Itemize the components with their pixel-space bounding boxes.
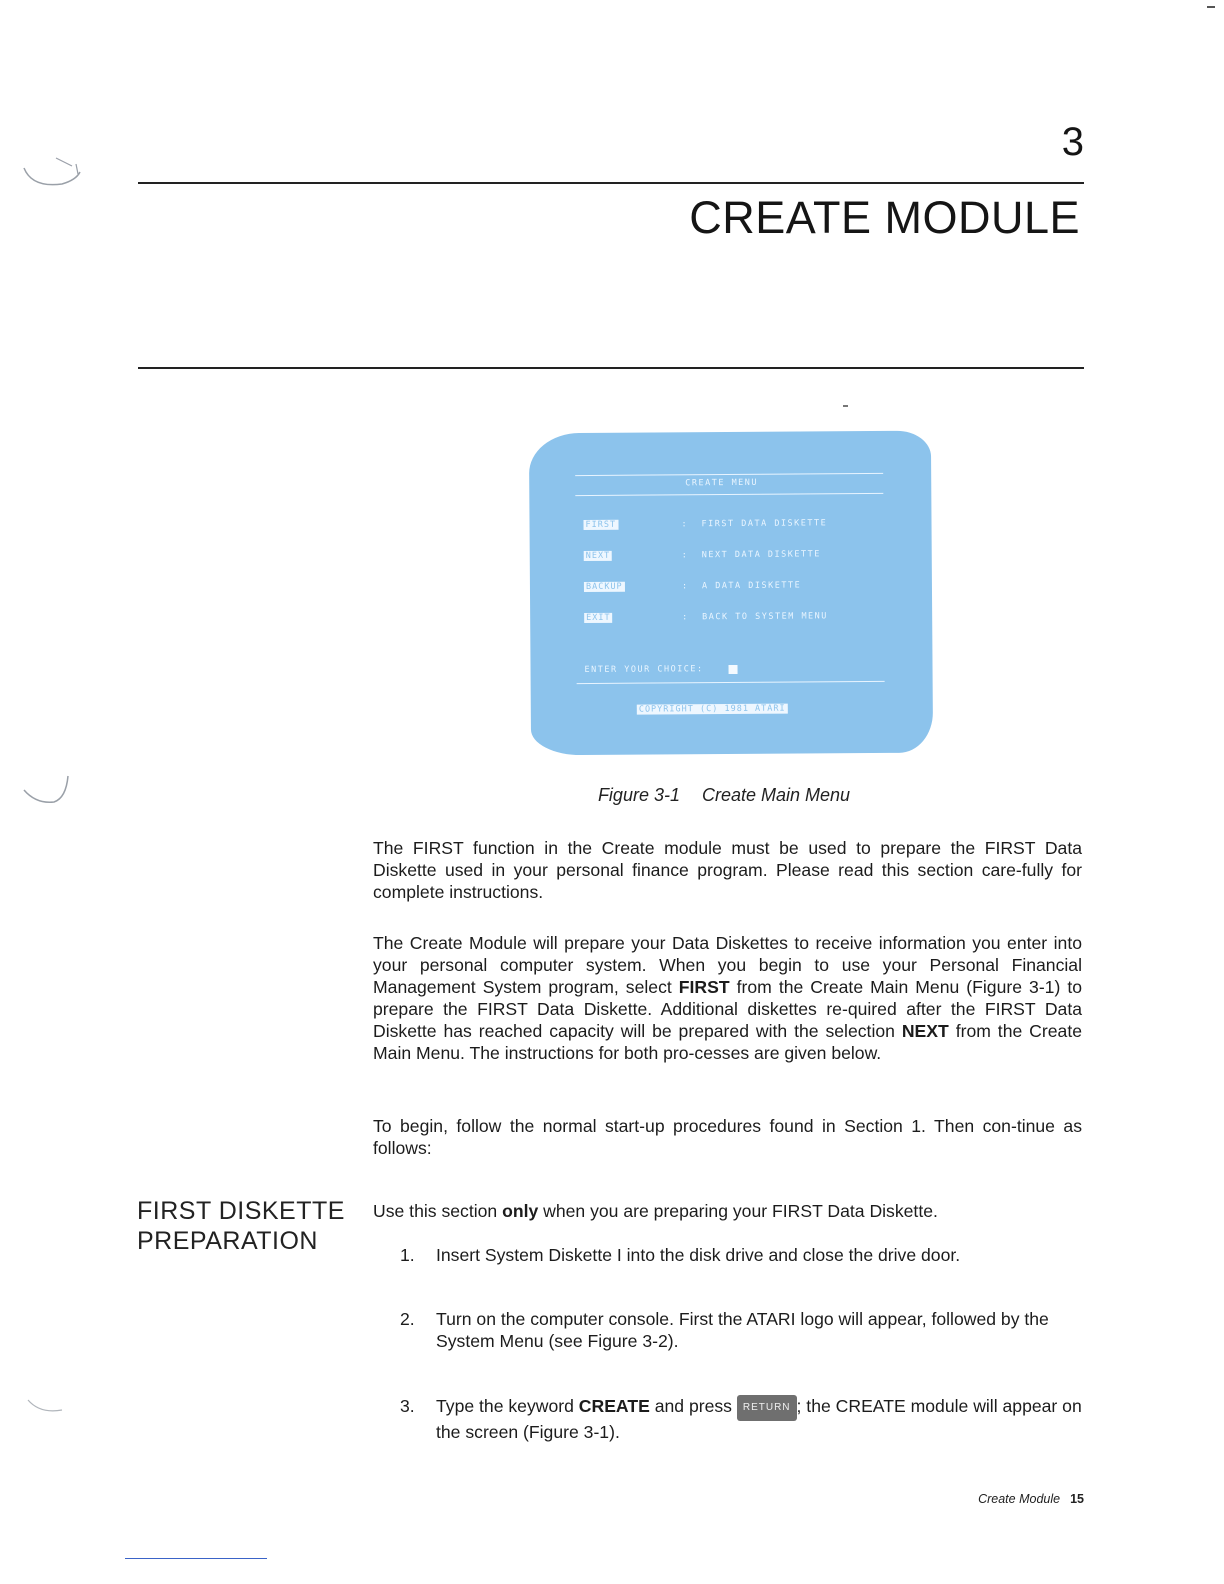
paragraph-intro: The FIRST function in the Create module must be used to prepare the FIRST Data Diskette used in your personal finance program. Please read this section care-fully for complete instructions. — [373, 838, 1082, 902]
chapter-title: CREATE MODULE — [689, 192, 1080, 243]
menu-desc-backup: A DATA DISKETTE — [701, 580, 802, 592]
step3-text-a: Type the keyword — [436, 1396, 579, 1416]
p2-keyword-next: NEXT — [901, 1021, 949, 1041]
screen-prompt: ENTER YOUR CHOICE: — [584, 664, 704, 676]
scan-dash-mark — [1207, 6, 1215, 8]
step-number: 2. — [400, 1309, 415, 1329]
intro-keyword-only: only — [502, 1201, 539, 1221]
p2-text-e: from the Create Main Menu. The instructions for both pro-cesses are given below. — [373, 1021, 1082, 1063]
step-3 — [400, 1395, 1082, 1443]
step3-text-d: ; the CREATE module will appear on the screen (Figure 3-1). — [436, 1396, 1082, 1442]
step3-text-c: and press — [649, 1396, 737, 1416]
menu-desc-next: NEXT DATA DISKETTE — [701, 549, 821, 561]
menu-desc-exit: BACK TO SYSTEM MENU — [702, 611, 828, 623]
figure-caption — [0, 785, 1224, 806]
menu-sep-backup: : — [681, 581, 689, 592]
screen-title: CREATE MENU — [685, 477, 759, 489]
scan-dot-mark — [843, 405, 848, 407]
paragraph-begin: To begin, follow the normal start-up procedures found in Section 1. Then con-tinue as follows: — [373, 1116, 1082, 1158]
step-text — [436, 1395, 1082, 1443]
create-menu-screen — [529, 431, 933, 756]
screen-title-rule-bottom — [575, 493, 883, 496]
menu-key-first: FIRST — [585, 519, 617, 531]
figure-caption-text: Create Main Menu — [701, 785, 851, 805]
header-rule-bottom — [138, 367, 1084, 369]
page-number: 15 — [1070, 1492, 1084, 1506]
menu-key-backup: BACKUP — [585, 581, 623, 593]
return-key-icon: RETURN — [737, 1395, 797, 1421]
menu-desc-first: FIRST DATA DISKETTE — [701, 518, 828, 530]
section-heading-line1: FIRST DISKETTE — [137, 1197, 345, 1225]
p2-keyword-first: FIRST — [678, 977, 730, 997]
menu-key-exit: EXIT — [586, 612, 611, 624]
menu-key-next: NEXT — [585, 550, 611, 562]
footer-label: Create Module — [978, 1492, 1061, 1506]
section-heading-line2: PREPARATION — [137, 1227, 318, 1255]
header-rule-top — [138, 182, 1084, 184]
menu-sep-exit: : — [682, 612, 689, 623]
step-text: Turn on the computer console. First the ATARI logo will appear, followed by the System Menu (see Figure 3-2). — [436, 1309, 1049, 1351]
section-intro — [373, 1200, 1082, 1222]
p2-text-a: The Create Module will prepare your Data Diskettes to receive information you enter into your personal computer system. When you begin to use your Personal Financial Management System program, select — [373, 933, 1082, 997]
screen-copyright: COPYRIGHT (C) 1981 ATARI — [638, 703, 786, 715]
step-number: 1. — [400, 1245, 415, 1265]
screen-cursor — [729, 665, 738, 674]
screen-title-rule-top — [575, 473, 883, 476]
paragraph-create-module — [373, 932, 1082, 1064]
step-number: 3. — [400, 1396, 415, 1416]
page-footer — [978, 1492, 1084, 1506]
figure-label: Figure 3-1 — [597, 785, 680, 805]
intro-text-c: when you are preparing your FIRST Data Diskette. — [538, 1201, 938, 1221]
screen-footer-rule — [577, 681, 885, 684]
scan-bottom-line — [125, 1558, 267, 1559]
menu-sep-next: : — [681, 550, 689, 561]
step-1 — [400, 1244, 1082, 1266]
chapter-number: 3 — [1061, 120, 1084, 164]
binder-hole-mark-1 — [18, 150, 88, 195]
p2-text-c: from the Create Main Menu (Figure 3-1) to prepare the FIRST Data Diskette. Additional diskettes re-quired after the FIRST Data Diskette has reached capacity will be prepared with the selection — [373, 977, 1083, 1041]
step-text: Insert System Diskette I into the disk drive and close the drive door. — [436, 1245, 961, 1265]
binder-hole-mark-3 — [24, 1380, 74, 1420]
step-2 — [400, 1308, 1082, 1352]
intro-text-a: Use this section — [373, 1201, 503, 1221]
menu-sep-first: : — [681, 519, 689, 530]
section-heading — [137, 1196, 357, 1256]
step3-keyword-create: CREATE — [578, 1396, 650, 1416]
